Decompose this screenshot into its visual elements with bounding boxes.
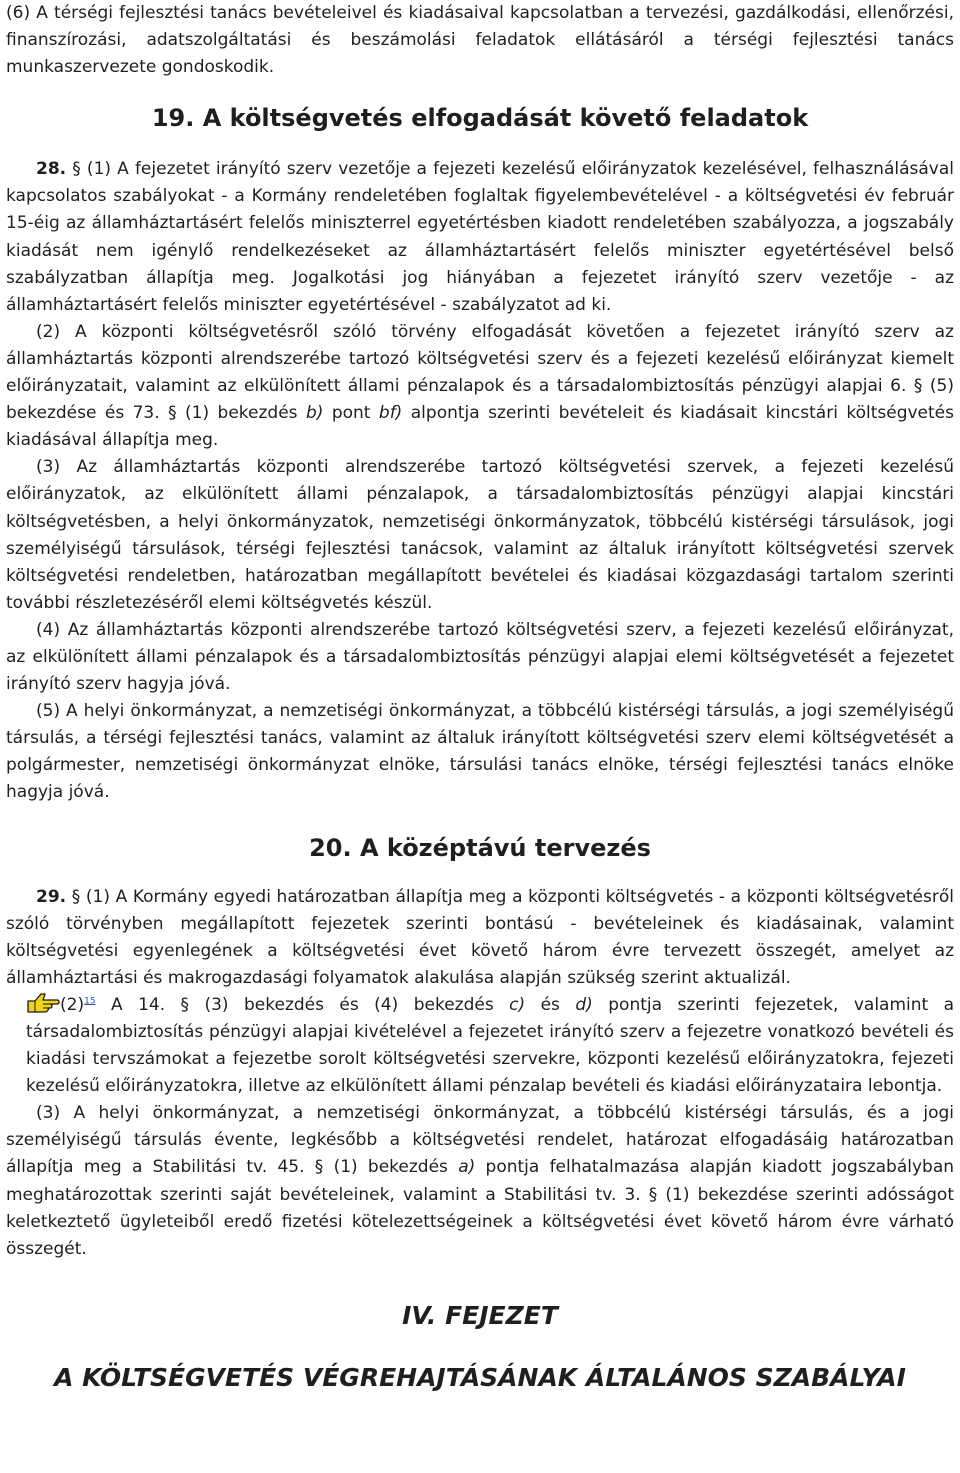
- section-19-title: 19. A költségvetés elfogadását követő feladatok: [151, 104, 809, 133]
- chapter-title: A KÖLTSÉGVETÉS VÉGREHAJTÁSÁNAK ÁLTALÁNOS SZABÁLYAI: [54, 1362, 906, 1392]
- pointing-hand-icon[interactable]: [26, 992, 60, 1014]
- section-28-para-5: (5) A helyi önkormányzat, a nemzetiségi önkormányzat, a többcélú kistérségi társulás, a jogi személyiségű társulás, a térségi fejlesztési tanács, valamint az általuk irányított költségvetési szerv elemi költségvetését a polgármester, nemzetiségi önkormányzat elnöke, társulási tanács elnöke, térségi fejlesztési tanács elnöke hagyja jóvá.: [6, 701, 954, 803]
- s28-p2-text-e: alpontja szerinti bevételeit és kiadásait kincstári költségvetés kiadásával állapítja meg.: [6, 403, 955, 451]
- s28-p2-text-a: (2) A központi költségvetésről szóló törvény elfogadását követően a fejezetet irányító szerv az államháztartás központi alrendszerébe tartozó költségvetési szerv és a fejezeti kezelésű előirányzat kiemelt előirányzatait, valamint az elkülönített állami pénzalapok és a társadalombiztosítás pénzügyi alapjai 6. § (5) bekezdése és 73. § (1) bekezdés: [6, 321, 954, 424]
- s29-p2-text-a: A 14. § (3) bekezdés és (4) bekezdés: [111, 994, 494, 1015]
- section-29-number: 29.: [36, 886, 67, 907]
- document-page: [6, 0, 954, 1393]
- section-29-para-1: [6, 884, 954, 992]
- section-28-para-1: [6, 156, 954, 319]
- s29-p2-text-e: pontja szerinti fejezetek, valamint a társadalombiztosítás pénzügyi alapjai kivételével a fejezetet irányító szerv a fejezetre vonatkozó bevételi és kiadási tervszámokat a fejezetbe sorolt költségvetési szervekre, központi kezelésű előirányzatokra, fejezeti kezelésű előirányzatokra, illetve az elkülönített állami pénzalap bevételi és kiadási előirányzataira lebontja.: [26, 994, 955, 1097]
- s29-p2-number: (2): [60, 994, 85, 1015]
- paragraph-6: (6) A térségi fejlesztési tanács bevételeivel és kiadásaival kapcsolatban a tervezési, gazdálkodási, ellenőrzési, finanszírozási, adatszolgáltatási és beszámolási feladatok ellátásáról a térségi fejlesztési tanács munkaszervezete gondoskodik.: [6, 3, 954, 78]
- footnote-link-15[interactable]: 15: [84, 996, 96, 1007]
- s29-p3-text-c: pontja felhatalmazása alapján kiadott jogszabályban meghatározottak szerinti saját bevételeinek, valamint a Stabilitási tv. 3. § (1) bekezdése szerinti adósságot keletkeztető ügyleteiből eredő fizetési kötelezettségeinek a költségvetési évet követő három évre várható összegét.: [6, 1157, 955, 1259]
- section-28-para-4: (4) Az államháztartás központi alrendszerébe tartozó költségvetési szerv, a fejezeti kezelésű előirányzat, az elkülönített állami pénzalapok és a társadalombiztosítás pénzügyi alapjai elemi költségvetését a fejezetet irányító szerv hagyja jóvá.: [6, 619, 954, 695]
- section-20-title: 20. A középtávú tervezés: [309, 833, 651, 862]
- section-28-number: 28.: [36, 159, 67, 180]
- section-28-para-2: [6, 319, 954, 454]
- section-29-p1-text: § (1) A Kormány egyedi határozatban állapítja meg a központi költségvetés - a központi költségvetésről szóló törvényben megállapított fejezetek szerinti bontású - bevételeinek és kiadásainak, valamint költségvetési egyenlegének a költségvetési évet követő három évre tervezett összegét, amelyet az államháztartási és makrogazdasági folyamatok alakulása alapján szükség szerint aktualizál.: [6, 886, 954, 988]
- section-29-para-3: [6, 1100, 954, 1263]
- s29-p2-point-d: d): [575, 994, 593, 1015]
- s29-p3-point-a: a): [458, 1157, 476, 1178]
- chapter-number: IV. FEJEZET: [402, 1300, 558, 1330]
- section-29-para-2: [6, 992, 954, 1100]
- s29-p2-point-c: c): [509, 994, 526, 1015]
- s28-p2-point-b: b): [305, 403, 324, 424]
- s28-p2-text-c: pont: [331, 403, 371, 424]
- section-28-p1-text: § (1) A fejezetet irányító szerv vezetője a fejezeti kezelésű előirányzatok kezelésével, felhasználásával kapcsolatos szabályokat - a Kormány rendeletében foglaltak figyelembevételével - a költségvetési év február 15-éig az államháztartásért felelős miniszterrel egyetértésben kiadott rendeletében szabályozza, a jogszabály kiadását nem igénylő rendelkezéseket az államháztartásért felelős miniszter egyetértésével belső szabályzatban állapítja meg. Jogalkotási jog hiányában a fejezetet irányító szerv vezetője - az államháztartásért felelős miniszter egyetértésével - szabályzatot ad ki.: [6, 159, 954, 315]
- section-28-para-3: (3) Az államháztartás központi alrendszerébe tartozó költségvetési szervek, a fejezeti kezelésű előirányzatok, az elkülönített állami pénzalapok, a társadalombiztosítás pénzügyi alapjai kincstári költségvetésben, a helyi önkormányzatok, nemzetiségi önkormányzatok, többcélú kistérségi társulások, jogi személyiségű társulások, térségi fejlesztési tanácsok, valamint az általuk irányított költségvetési szervek költségvetési rendeletben, határozatban megállapított bevételei és kiadásai közgazdasági tartalom szerinti további részletezéséről elemi költségvetés készül.: [6, 457, 954, 613]
- s29-p3-text-a: (3) A helyi önkormányzat, a nemzetiségi önkormányzat, a többcélú kistérségi társulás, és a jogi személyiségű társulás évente, legkésőbb a költségvetési rendelet, határozat elfogadásáig határozatban állapítja meg a Stabilitási tv. 45. § (1) bekezdés: [6, 1103, 954, 1178]
- s29-p2-text-c: és: [540, 994, 560, 1015]
- s28-p2-point-bf: bf): [378, 403, 403, 424]
